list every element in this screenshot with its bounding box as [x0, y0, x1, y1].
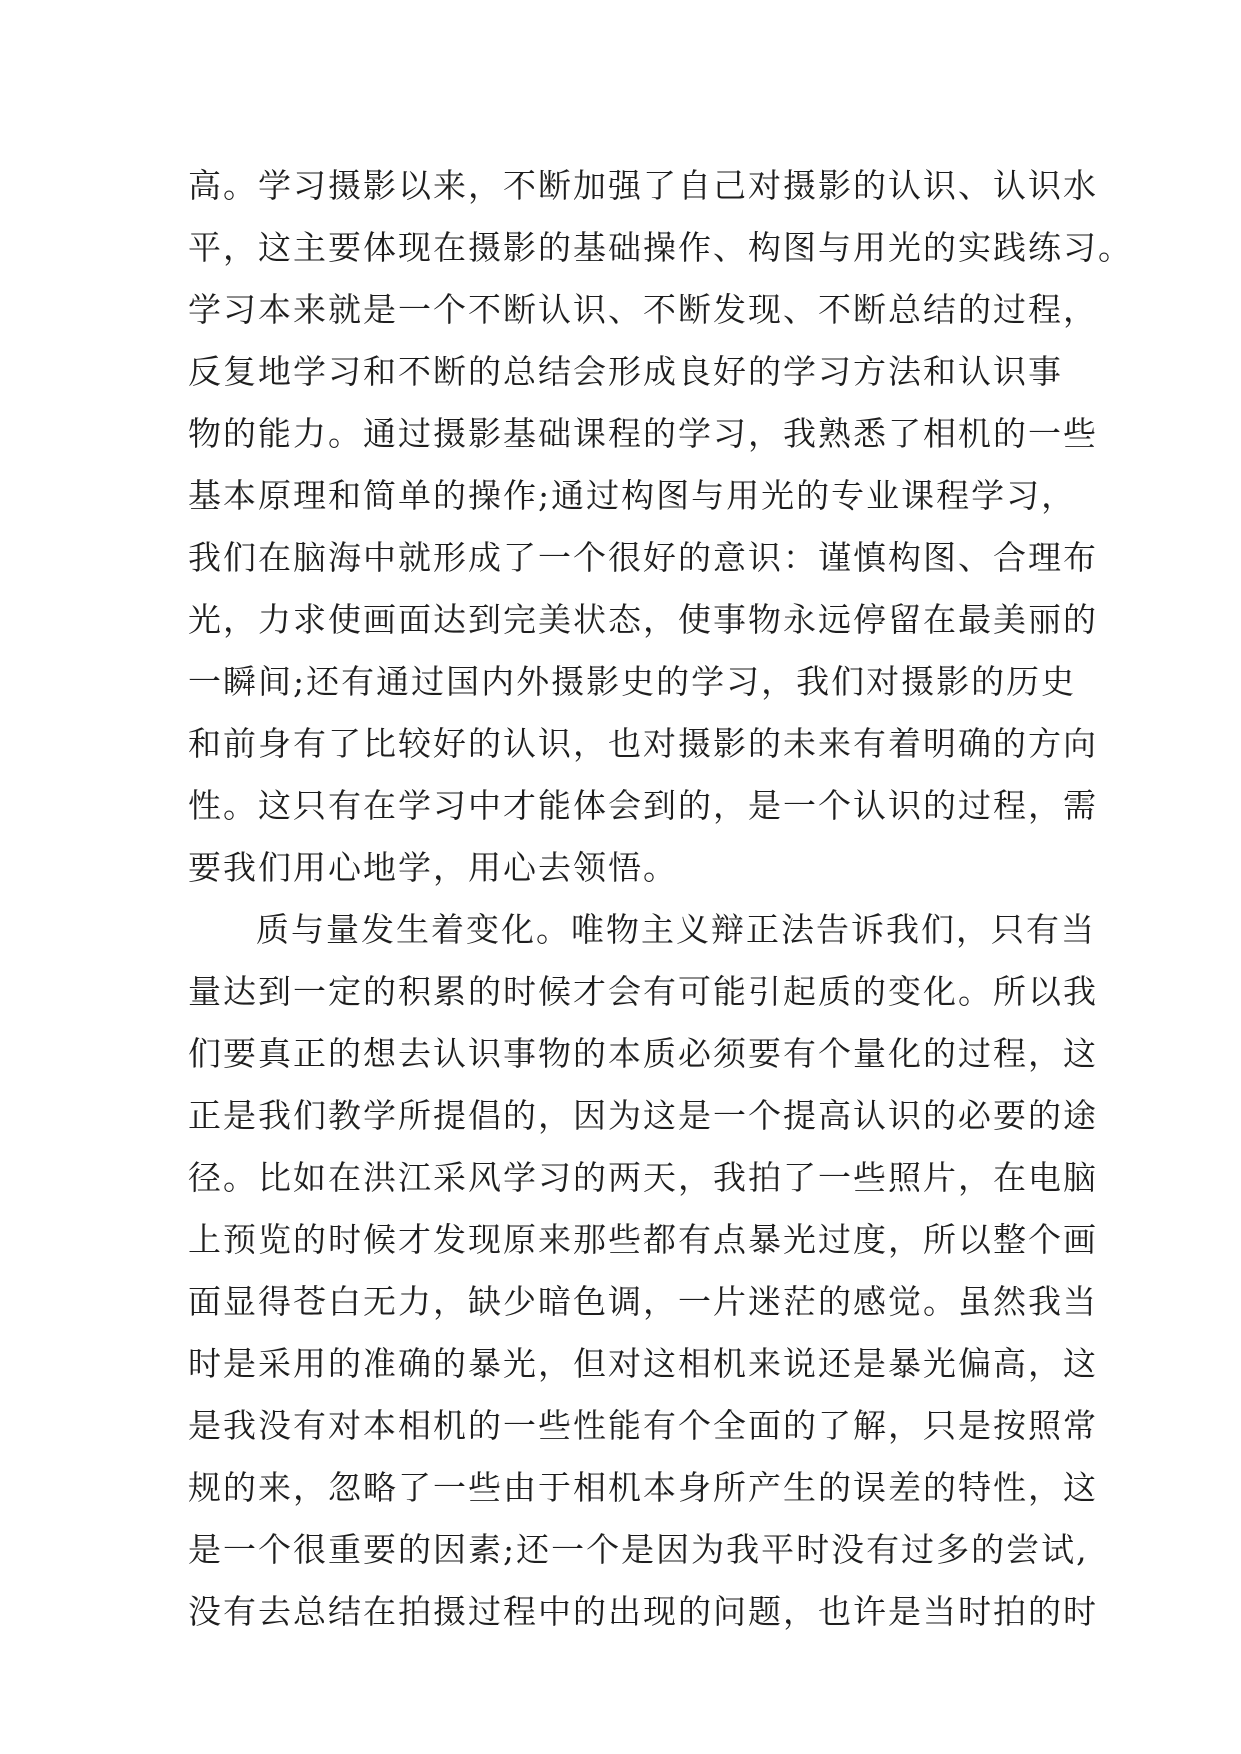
paragraph-1	[188, 155, 1133, 899]
text-line: 规的来，忽略了一些由于相机本身所产生的误差的特性，这	[188, 1468, 1098, 1507]
text-line: 质与量发生着变化。唯物主义辩正法告诉我们，只有当	[256, 910, 1096, 949]
text-line: 正是我们教学所提倡的，因为这是一个提高认识的必要的途	[188, 1096, 1098, 1135]
text-line: 光，力求使画面达到完美状态，使事物永远停留在最美丽的	[188, 600, 1098, 639]
text-line: 面显得苍白无力，缺少暗色调，一片迷茫的感觉。虽然我当	[188, 1282, 1098, 1321]
text-line: 学习本来就是一个不断认识、不断发现、不断总结的过程，	[188, 290, 1098, 329]
text-line: 性。这只有在学习中才能体会到的，是一个认识的过程，需	[188, 786, 1098, 825]
text-line: 径。比如在洪江采风学习的两天，我拍了一些照片，在电脑	[188, 1158, 1098, 1197]
text-line: 反复地学习和不断的总结会形成良好的学习方法和认识事	[188, 352, 1063, 391]
text-line: 和前身有了比较好的认识，也对摄影的未来有着明确的方向	[188, 724, 1098, 763]
text-line: 要我们用心地学，用心去领悟。	[188, 848, 678, 887]
text-line: 高。学习摄影以来，不断加强了自己对摄影的认识、认识水	[188, 166, 1098, 205]
text-line: 们要真正的想去认识事物的本质必须要有个量化的过程，这	[188, 1034, 1098, 1073]
text-line: 没有去总结在拍摄过程中的出现的问题，也许是当时拍的时	[188, 1592, 1098, 1631]
body-text	[188, 155, 1133, 1643]
text-line: 上预览的时候才发现原来那些都有点暴光过度，所以整个画	[188, 1220, 1098, 1259]
text-line: 基本原理和简单的操作;通过构图与用光的专业课程学习，	[188, 476, 1077, 515]
text-line: 一瞬间;还有通过国内外摄影史的学习，我们对摄影的历史	[188, 662, 1077, 701]
text-line: 时是采用的准确的暴光，但对这相机来说还是暴光偏高，这	[188, 1344, 1098, 1383]
text-line: 量达到一定的积累的时候才会有可能引起质的变化。所以我	[188, 972, 1098, 1011]
text-line: 物的能力。通过摄影基础课程的学习，我熟悉了相机的一些	[188, 414, 1098, 453]
text-line: 是我没有对本相机的一些性能有个全面的了解，只是按照常	[188, 1406, 1098, 1445]
text-line: 平，这主要体现在摄影的基础操作、构图与用光的实践练习。	[188, 228, 1133, 267]
paragraph-2	[188, 899, 1098, 1643]
text-line: 我们在脑海中就形成了一个很好的意识：谨慎构图、合理布	[188, 538, 1098, 577]
text-line: 是一个很重要的因素;还一个是因为我平时没有过多的尝试,	[188, 1530, 1089, 1569]
